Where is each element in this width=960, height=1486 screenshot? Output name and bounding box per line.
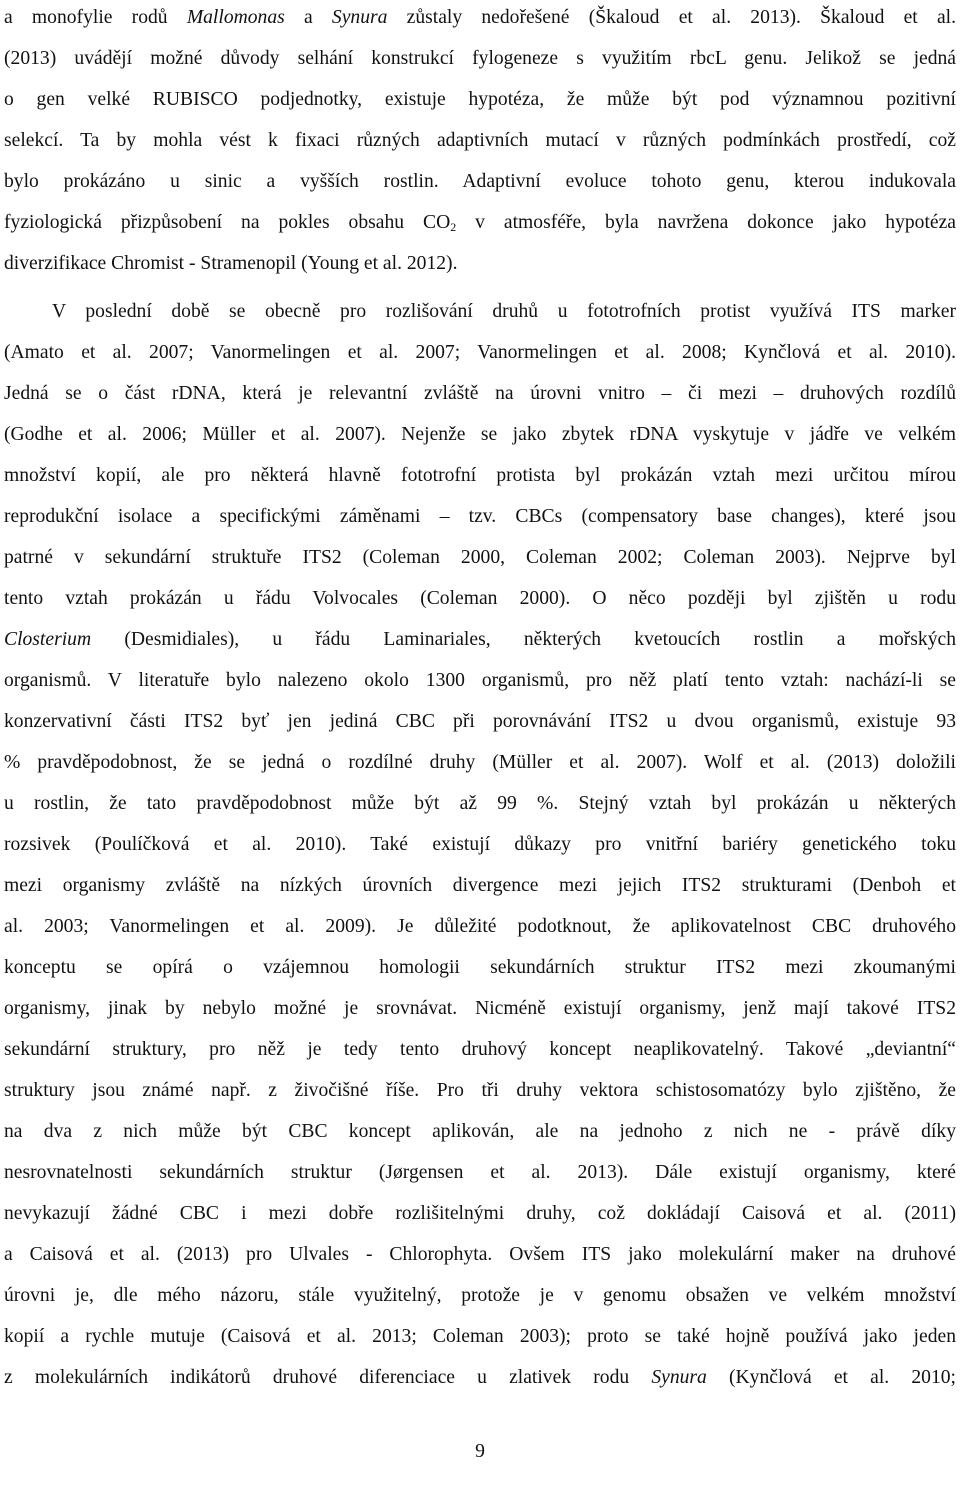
text-run: al. 2003; Vanormelingen et al. 2009). Je důležité podotknout, že aplikovatelnost CBC druhového: [4, 916, 956, 937]
text-line: [4, 626, 956, 654]
text-run: fyziologická přizpůsobení na pokles obsahu CO: [4, 212, 451, 233]
text-line: [4, 1159, 956, 1187]
text-line: [4, 503, 956, 531]
italic-term: Mallomonas: [186, 7, 285, 28]
text-run: tento vztah prokázán u řádu Volvocales (Coleman 2000). O něco později byl zjištěn u rodu: [4, 588, 956, 609]
text-line: [4, 1323, 956, 1351]
text-line: [4, 995, 956, 1023]
text-run: reprodukční isolace a specifickými záměnami – tzv. CBCs (compensatory base changes), které jsou: [4, 506, 956, 527]
text-line: [4, 913, 956, 941]
text-run: bylo prokázáno u sinic a vyšších rostlin. Adaptivní evoluce tohoto genu, kterou indukovala: [4, 171, 956, 192]
text-line: [4, 1282, 956, 1310]
text-line: [4, 1118, 956, 1146]
text-line: [4, 339, 956, 367]
text-line: [4, 45, 956, 73]
text-line: [4, 127, 956, 155]
text-line: [4, 544, 956, 572]
text-run: sekundární struktury, pro něž je tedy tento druhový koncept neaplikovatelný. Takové „deviantní“: [4, 1039, 956, 1060]
text-line: [4, 585, 956, 613]
text-line: [4, 1200, 956, 1228]
text-run: rozsivek (Poulíčková et al. 2010). Také existují důkazy pro vnitřní bariéry genetického toku: [4, 834, 956, 855]
italic-term: Closterium: [4, 629, 92, 650]
text-run: kopií a rychle mutuje (Caisová et al. 2013; Coleman 2003); proto se také hojně používá jako jeden: [4, 1326, 956, 1347]
text-run: patrné v sekundární struktuře ITS2 (Coleman 2000, Coleman 2002; Coleman 2003). Nejprve byl: [4, 547, 956, 568]
text-line: [4, 4, 956, 32]
italic-term: Synura: [331, 7, 388, 28]
text-run: (Kynčlová et al. 2010;: [706, 1367, 956, 1388]
text-line: [4, 1077, 956, 1105]
text-run: Jedná se o část rDNA, která je relevantní zvláště na úrovni vnitro – či mezi – druhových rozdílů: [4, 383, 956, 404]
text-run: struktury jsou známé např. z živočišné říše. Pro tři druhy vektora schistosomatózy bylo zjištěno, že: [4, 1080, 956, 1101]
text-line: [4, 708, 956, 736]
text-run: množství kopií, ale pro některá hlavně fototrofní protista byl prokázán vztah mezi určitou mírou: [4, 465, 956, 486]
text-line: [4, 1364, 956, 1392]
text-line: [4, 749, 956, 777]
text-run: nesrovnatelnosti sekundárních struktur (Jørgensen et al. 2013). Dále existují organismy, které: [4, 1162, 956, 1183]
text-line: [4, 168, 956, 196]
text-line: [4, 209, 956, 237]
text-line: [4, 86, 956, 114]
text-run: v atmosféře, byla navržena dokonce jako hypotéza: [456, 212, 956, 233]
italic-term: Synura: [651, 1367, 707, 1388]
page-number: 9: [475, 1441, 485, 1462]
text-run: a monofylie rodů: [4, 7, 187, 28]
text-line: [4, 831, 956, 859]
text-run: V poslední době se obecně pro rozlišování druhů u fototrofních protist využívá ITS marker: [52, 301, 956, 322]
text-run: selekcí. Ta by mohla vést k fixaci různých adaptivních mutací v různých podmínkách prostředí, což: [4, 130, 956, 151]
text-line: [4, 667, 956, 695]
text-run: a: [284, 7, 332, 28]
subscript: 2: [450, 220, 457, 234]
text-run: (2013) uvádějí možné důvody selhání konstrukcí fylogeneze s využitím rbcL genu. Jelikož se jedná: [4, 48, 956, 69]
text-run: na dva z nich může být CBC koncept aplikován, ale na jednoho z nich ne - právě díky: [4, 1121, 956, 1142]
text-run: organismů. V literatuře bylo nalezeno okolo 1300 organismů, pro něž platí tento vztah: nachází-li se: [4, 670, 956, 691]
text-run: a Caisová et al. (2013) pro Ulvales - Chlorophyta. Ovšem ITS jako molekulární maker na druhové: [4, 1244, 956, 1265]
text-run: diverzifikace Chromist - Stramenopil (Young et al. 2012).: [4, 253, 458, 274]
text-run: (Godhe et al. 2006; Müller et al. 2007). Nejenže se jako zbytek rDNA vyskytuje v jádře ve velkém: [4, 424, 956, 445]
text-run: % pravděpodobnost, že se jedná o rozdílné druhy (Müller et al. 2007). Wolf et al. (2013) doložili: [4, 752, 956, 773]
text-line: [4, 462, 956, 490]
text-run: o gen velké RUBISCO podjednotky, existuje hypotéza, že může být pod významnou pozitivní: [4, 89, 956, 110]
text-run: zůstaly nedořešené (Škaloud et al. 2013). Škaloud et al.: [387, 7, 956, 28]
text-line: [52, 298, 956, 326]
text-run: nevykazují žádné CBC i mezi dobře rozlišitelnými druhy, což dokládají Caisová et al. (2011): [4, 1203, 956, 1224]
text-line: [4, 1241, 956, 1269]
text-run: konzervativní části ITS2 byť jen jediná CBC při porovnávání ITS2 u dvou organismů, existuje 93: [4, 711, 956, 732]
text-run: mezi organismy zvláště na nízkých úrovních divergence mezi jejich ITS2 strukturami (Denboh et: [4, 875, 956, 896]
text-line: [4, 1036, 956, 1064]
text-run: (Amato et al. 2007; Vanormelingen et al. 2007; Vanormelingen et al. 2008; Kynčlová et al. 2010).: [4, 342, 956, 363]
text-line: [4, 380, 956, 408]
text-line: [4, 954, 956, 982]
text-run: u rostlin, že tato pravděpodobnost může být až 99 %. Stejný vztah byl prokázán u některých: [4, 793, 956, 814]
text-line: [4, 421, 956, 449]
text-run: (Desmidiales), u řádu Laminariales, některých kvetoucích rostlin a mořských: [91, 629, 956, 650]
text-line: [4, 872, 956, 900]
text-line: [4, 790, 956, 818]
text-run: konceptu se opírá o vzájemnou homologii sekundárních struktur ITS2 mezi zkoumanými: [4, 957, 956, 978]
text-line: [4, 250, 956, 278]
text-run: organismy, jinak by nebylo možné je srovnávat. Nicméně existují organismy, jenž mají takové ITS2: [4, 998, 956, 1019]
text-run: z molekulárních indikátorů druhové diferenciace u zlativek rodu: [4, 1367, 652, 1388]
text-run: úrovni je, dle mého názoru, stále využitelný, protože je v genomu obsažen ve velkém množství: [4, 1285, 956, 1306]
